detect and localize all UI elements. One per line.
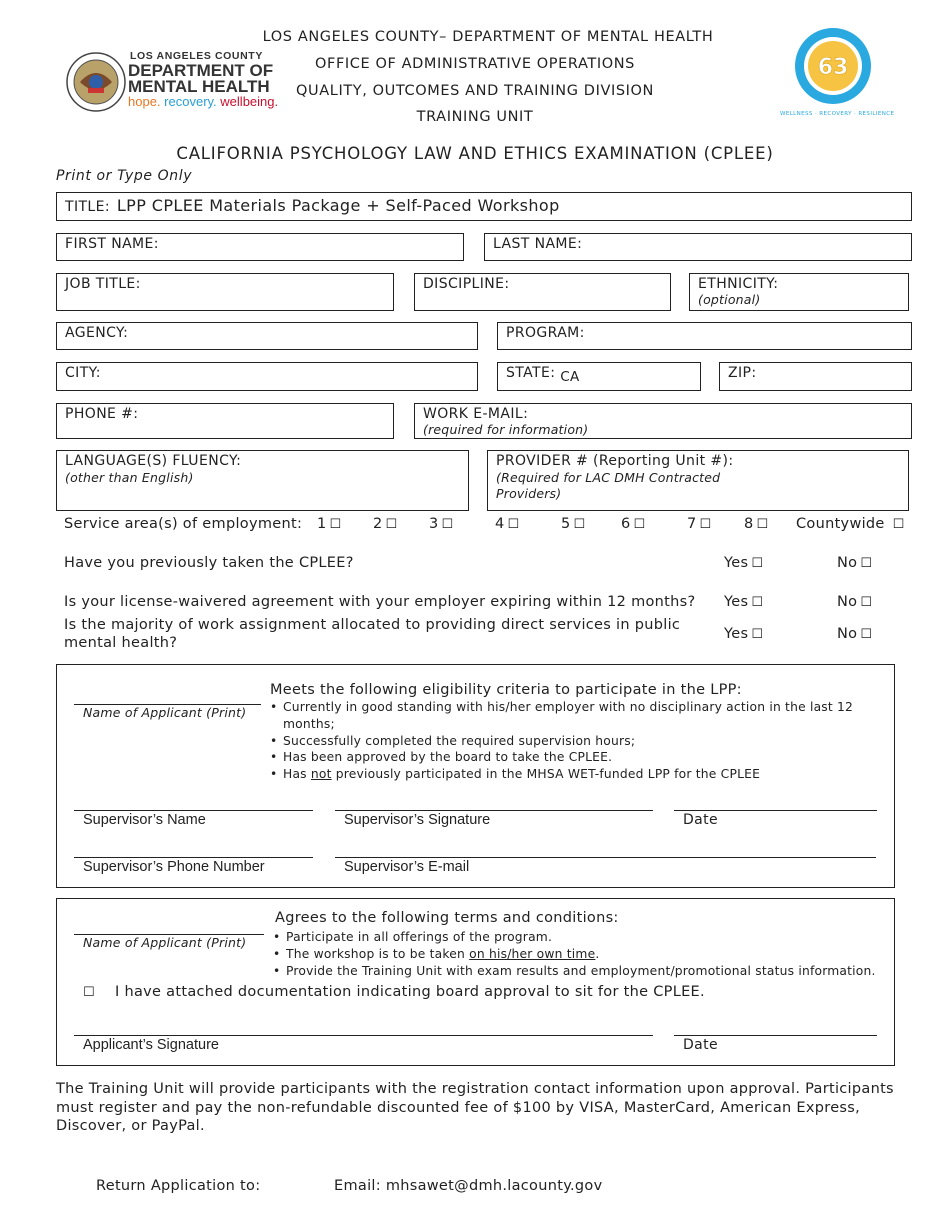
applicant-date-label: Date <box>683 1037 719 1053</box>
program-label: PROGRAM: <box>506 325 585 341</box>
list-item: • Has been approved by the board to take the CPLEE. <box>283 749 883 766</box>
phone-field[interactable] <box>56 403 394 439</box>
provider-note-2: Providers) <box>496 486 562 501</box>
board-approval-text: I have attached documentation indicating board approval to sit for the CPLEE. <box>115 984 705 1000</box>
terms-list <box>272 929 896 979</box>
footer-paragraph: The Training Unit will provide participants with the registration contact information upon approval. Participants must register and pay the non-refundable discounted fee of $100 by VISA, MasterCard, American Express, Discover, or PayPal. <box>56 1081 894 1134</box>
return-label: Return Application to: <box>96 1178 261 1194</box>
tagline-hope: hope. <box>128 94 161 109</box>
work-email-field[interactable] <box>414 403 912 439</box>
service-area-option[interactable]: 3 ☐ <box>429 516 454 532</box>
phone-label: PHONE #: <box>65 406 139 422</box>
checkbox-icon[interactable]: ☐ <box>860 627 873 642</box>
list-item: • Currently in good standing with his/her employer with no disciplinary action in the last 12 months; <box>283 699 883 733</box>
question-direct-services-line2: mental health? <box>64 635 178 651</box>
list-item: • The workshop is to be taken on his/her own time. <box>286 946 896 963</box>
provider-field[interactable] <box>487 450 909 511</box>
title-label: TITLE: <box>65 199 110 215</box>
checkbox-icon[interactable]: ☐ <box>633 517 646 532</box>
tagline-recovery: recovery. <box>164 94 217 109</box>
title-field[interactable] <box>56 192 912 221</box>
supervisor-date-line[interactable] <box>674 810 877 811</box>
supervisor-name-label: Supervisor’s Name <box>83 812 206 828</box>
question-prev-taken-no[interactable]: No ☐ <box>837 555 873 571</box>
question-license-expiring-no[interactable]: No ☐ <box>837 594 873 610</box>
eligibility-criteria-list <box>269 699 883 783</box>
work-email-note: (required for information) <box>423 422 589 437</box>
checkbox-icon[interactable]: ☐ <box>860 595 873 610</box>
checkbox-icon[interactable]: ☐ <box>507 517 520 532</box>
supervisor-date-label: Date <box>683 812 719 828</box>
last-name-field[interactable] <box>484 233 912 261</box>
zip-field[interactable] <box>719 362 912 391</box>
language-note: (other than English) <box>65 470 194 485</box>
service-area-option[interactable]: 8 ☐ <box>744 516 769 532</box>
eligibility-title: Meets the following eligibility criteria to participate in the LPP: <box>270 682 742 698</box>
supervisor-signature-label: Supervisor’s Signature <box>344 812 491 828</box>
checkbox-icon[interactable]: ☐ <box>385 517 398 532</box>
provider-note-1: (Required for LAC DMH Contracted <box>496 470 721 485</box>
supervisor-signature-line[interactable] <box>335 810 653 811</box>
print-note: Print or Type Only <box>56 168 193 184</box>
question-license-expiring-yes[interactable]: Yes ☐ <box>724 594 764 610</box>
service-area-option[interactable]: 2 ☐ <box>373 516 398 532</box>
supervisor-phone-label: Supervisor’s Phone Number <box>83 859 265 875</box>
question-prev-taken-yes[interactable]: Yes ☐ <box>724 555 764 571</box>
first-name-field[interactable] <box>56 233 464 261</box>
service-area-option[interactable]: 6 ☐ <box>621 516 646 532</box>
applicant-date-line[interactable] <box>674 1035 877 1036</box>
checkbox-icon[interactable]: ☐ <box>751 595 764 610</box>
language-field[interactable] <box>56 450 469 511</box>
checkbox-icon[interactable]: ☐ <box>441 517 454 532</box>
logo-dept-name-1: DEPARTMENT OF <box>128 61 274 80</box>
header-line-4: TRAINING UNIT <box>416 109 534 125</box>
ethnicity-field[interactable] <box>689 273 909 311</box>
ethnicity-label: ETHNICITY: <box>698 276 779 292</box>
state-value: CA <box>560 369 580 385</box>
discipline-label: DISCIPLINE: <box>423 276 510 292</box>
applicant-signature-line[interactable] <box>74 1035 653 1036</box>
supervisor-email-label: Supervisor’s E-mail <box>344 859 470 875</box>
eligibility-section <box>56 664 895 888</box>
checkbox-icon[interactable]: ☐ <box>83 985 95 1000</box>
provider-label: PROVIDER # (Reporting Unit #): <box>496 453 734 469</box>
job-title-field[interactable] <box>56 273 394 311</box>
supervisor-email-line[interactable] <box>335 857 876 858</box>
checkbox-icon[interactable]: ☐ <box>751 556 764 571</box>
checkbox-icon[interactable]: ☐ <box>756 517 769 532</box>
agency-label: AGENCY: <box>65 325 129 341</box>
logo-county-text: LOS ANGELES COUNTY <box>130 50 263 62</box>
checkbox-icon[interactable]: ☐ <box>329 517 342 532</box>
tagline-wellbeing: wellbeing. <box>220 94 279 109</box>
terms-section <box>56 898 895 1066</box>
list-item: • Provide the Training Unit with exam results and employment/promotional status information. <box>286 963 896 980</box>
header-line-3: QUALITY, OUTCOMES AND TRAINING DIVISION <box>296 83 654 99</box>
job-title-label: JOB TITLE: <box>65 276 141 292</box>
checkbox-icon[interactable]: ☐ <box>860 556 873 571</box>
agency-field[interactable] <box>56 322 478 350</box>
return-email[interactable]: Email: mhsawet@dmh.lacounty.gov <box>334 1178 603 1194</box>
list-item: • Has not previously participated in the MHSA WET-funded LPP for the CPLEE <box>283 766 883 783</box>
first-name-label: FIRST NAME: <box>65 236 159 252</box>
city-label: CITY: <box>65 365 101 381</box>
title-value: LPP CPLEE Materials Package + Self-Paced Workshop <box>116 196 560 215</box>
checkbox-icon[interactable]: ☐ <box>892 517 905 532</box>
service-area-option[interactable]: 5 ☐ <box>561 516 586 532</box>
list-item: • Participate in all offerings of the program. <box>286 929 896 946</box>
supervisor-phone-line[interactable] <box>74 857 313 858</box>
city-field[interactable] <box>56 362 478 391</box>
service-area-label: Service area(s) of employment: <box>64 516 303 532</box>
list-item: • Successfully completed the required supervision hours; <box>283 733 883 750</box>
logo-dept-name-2: MENTAL HEALTH <box>128 77 270 96</box>
discipline-field[interactable] <box>414 273 671 311</box>
work-email-label: WORK E-MAIL: <box>423 406 529 422</box>
question-direct-services-no[interactable]: No ☐ <box>837 626 873 642</box>
applicant-name-label: Name of Applicant (Print) <box>83 705 247 720</box>
header-line-1: LOS ANGELES COUNTY– DEPARTMENT OF MENTAL HEALTH <box>262 29 714 45</box>
service-area-option[interactable]: 7 ☐ <box>687 516 712 532</box>
checkbox-icon[interactable]: ☐ <box>751 627 764 642</box>
state-field[interactable] <box>497 362 701 391</box>
supervisor-name-line[interactable] <box>74 810 313 811</box>
question-direct-services-line1: Is the majority of work assignment allocated to providing direct services in public <box>64 617 681 633</box>
language-label: LANGUAGE(S) FLUENCY: <box>65 453 242 469</box>
state-label: STATE: <box>506 365 556 381</box>
terms-title: Agrees to the following terms and conditions: <box>275 910 619 926</box>
board-approval-checkbox[interactable] <box>83 984 95 1000</box>
zip-label: ZIP: <box>728 365 757 381</box>
last-name-label: LAST NAME: <box>493 236 583 252</box>
service-area-option-countywide[interactable]: Countywide ☐ <box>796 516 905 532</box>
ethnicity-note: (optional) <box>698 292 761 307</box>
program-field[interactable] <box>497 322 912 350</box>
question-direct-services-yes[interactable]: Yes ☐ <box>724 626 764 642</box>
terms-applicant-name-label: Name of Applicant (Print) <box>83 935 247 950</box>
question-prev-taken: Have you previously taken the CPLEE? <box>64 555 354 571</box>
form-title: CALIFORNIA PSYCHOLOGY LAW AND ETHICS EXAMINATION (CPLEE) <box>176 144 774 163</box>
header-line-2: OFFICE OF ADMINISTRATIVE OPERATIONS <box>315 56 635 72</box>
question-license-expiring: Is your license-waivered agreement with your employer expiring within 12 months? <box>64 594 696 610</box>
applicant-signature-label: Applicant’s Signature <box>83 1037 219 1053</box>
mhsa-tagline: WELLNESS · RECOVERY · RESILIENCE <box>780 111 895 117</box>
service-area-option[interactable]: 4 ☐ <box>495 516 520 532</box>
service-area-option[interactable]: 1 ☐ <box>317 516 342 532</box>
mhsa-number: 63 <box>817 55 849 80</box>
checkbox-icon[interactable]: ☐ <box>699 517 712 532</box>
checkbox-icon[interactable]: ☐ <box>573 517 586 532</box>
